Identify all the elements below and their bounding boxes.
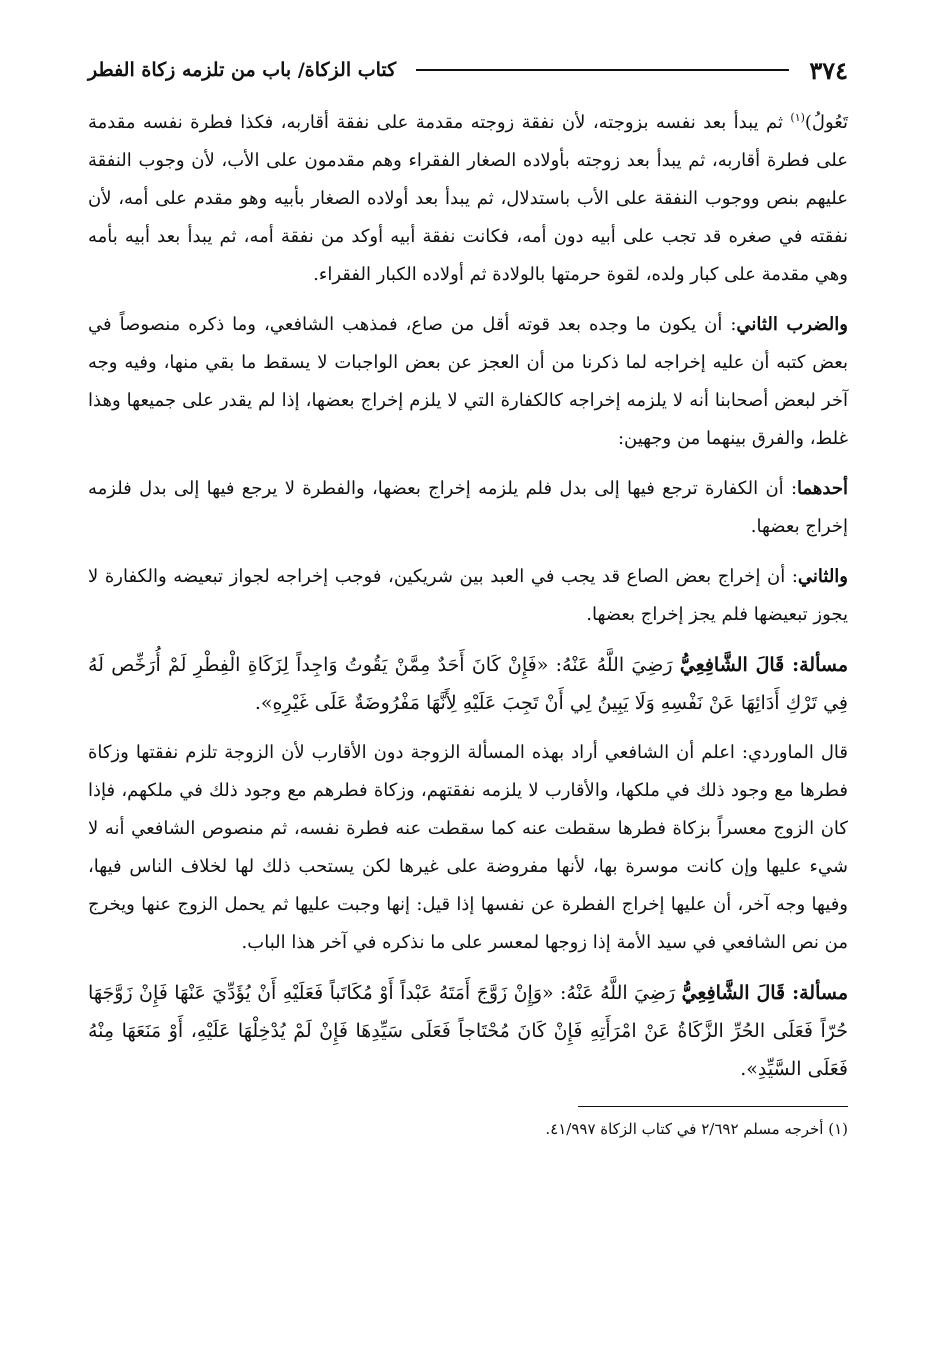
paragraph-text: رَضِيَ اللَّهُ عَنْهُ: «فَإِنْ كَانَ أَحَدٌ مِمَّنْ يَقُوتُ وَاجِداً لِزَكَاةِ الْفِطْرِ لَمْ أُرَخِّص لَهُ فِي تَرْكِ أَدَائِهَا عَنْ نَفْسِهِ وَلَا يَبِينُ لِي أَنْ تَجِبَ عَلَيْهِ لِأَنَّهَا مَفْرُوضَةٌ عَلَى غَيْرِهِ». [88,654,848,714]
footnote: (١) أخرجه مسلم ٢/٦٩٢ في كتاب الزكاة ٤١/٩٩٧. [545,1120,848,1138]
paragraph-lead: مسألة: قَالَ الشَّافِعِيُّ [681,982,848,1004]
page-number: ٣٧٤ [809,55,848,85]
paragraph [88,558,848,634]
footnote-rule [578,1106,848,1107]
mas-ala-paragraph [88,646,848,722]
paragraph [88,104,848,294]
footnote-ref: (١) [790,111,805,124]
paragraph-lead: والثاني [797,566,848,587]
paragraph [88,306,848,458]
body-text [88,104,848,1088]
paragraph-text: : أن إخراج بعض الصاع قد يجب في العبد بين شريكين، فوجب إخراجه لجواز تبعيضه والكفارة لا يجوز تبعيضها فلم يجز إخراج بعضها. [88,566,848,625]
mas-ala-paragraph [88,974,848,1088]
paragraph-lead: والضرب الثاني [736,314,848,335]
paragraph-text: تَعُولُ) [804,112,848,133]
page-header [88,50,848,90]
paragraph-text: : أن يكون ما وجده بعد قوته أقل من صاع، فمذهب الشافعي، وما ذكره منصوصاً في بعض كتبه أن عليه إخراجه لما ذكرنا من أن العجز عن بعض الواجبات لا يسقط ما بقي منها، وفيه وجه آخر لبعض أصحابنا أنه لا يلزمه إخراجه كالكفارة التي لا يلزم إخراج بعضها، إذا لم يقدر على جميعها وهذا غلط، والفرق بينهما من وجهين: [88,314,848,449]
running-head: كتاب الزكاة/ باب من تلزمه زكاة الفطر [88,59,397,81]
paragraph [88,470,848,546]
paragraph-text: قال الماوردي: اعلم أن الشافعي أراد بهذه المسألة الزوجة دون الأقارب لأن الزوجة تلزم نفقتها وزكاة فطرها مع وجود ذلك في ملكها، والأقارب لا يلزمه نفقتهم، وزكاة فطرهم مع وجود ذلك في ملكهم، فإذا كان الزوج معسراً بزكاة فطرها سقطت عنه كما سقطت عنه فطرة نفسه، ثم منصوص الشافعي أنه لا شيء عليها وإن كانت موسرة بها، لأنها مفروضة على غيرها لكن يستحب ذلك لها لخلاف الناس فيها، وفيها وجه آخر، أن عليها إخراج الفطرة عن نفسها إذا قيل: إنها وجبت عليها ثم يحمل الزوج عنها ويخرج من نص الشافعي في سيد الأمة إذا زوجها لمعسر على ما نذكره في آخر هذا الباب. [88,742,848,953]
paragraph-text: : أن الكفارة ترجع فيها إلى بدل فلم يلزمه إخراج بعضها، والفطرة لا يرجع فيها إلى بدل فلزمه إخراج بعضها. [88,478,848,537]
paragraph-text: ثم يبدأ بعد نفسه بزوجته، لأن نفقة زوجته مقدمة على نفقة أقاربه، فكذا فطرة نفسه مقدمة على فطرة أقاربه، ثم يبدأ بعد زوجته بأولاده الصغار الفقراء وهم مقدمون على الأب، لأن وجوب النفقة عليهم بنص ووجوب النفقة على الأب باستدلال، ثم يبدأ بعد أولاده الصغار بأبيه وهو مقدم على أمه، لأن نفقته في صغره قد تجب على أبيه دون أمه، فكانت نفقة أبيه أوكد من نفقة أمه، ثم يبدأ بعد أبيه بأمه وهي مقدمة على كبار ولده، لقوة حرمتها بالولادة ثم أولاده الكبار الفقراء. [88,112,848,285]
paragraph-lead: أحدهما [797,478,848,499]
paragraph-text: رَضِيَ اللَّهُ عَنْهُ: «وَإِنْ زَوَّجَ أَمَتَهُ عَبْداً أَوْ مُكَاتَباً فَعَلَيْهِ أَنْ يُؤَدِّيَ عَنْهَا فَإِنْ زَوَّجَهَا حُرّاً فَعَلَى الحُرِّ الزَّكَاةُ عَنْ امْرَأَتِهِ فَإِنْ كَانَ مُحْتَاجاً فَعَلَى سَيِّدِهَا فَإِنْ لَمْ يُدْخِلْهَا عَلَيْهِ، أَوْ مَنَعَهَا مِنْهُ فَعَلَى السَّيِّدِ». [88,982,848,1080]
document-page [88,50,848,1143]
paragraph-lead: مسألة: قَالَ الشَّافِعِيُّ [679,654,849,676]
paragraph [88,734,848,962]
header-rule [416,69,789,71]
